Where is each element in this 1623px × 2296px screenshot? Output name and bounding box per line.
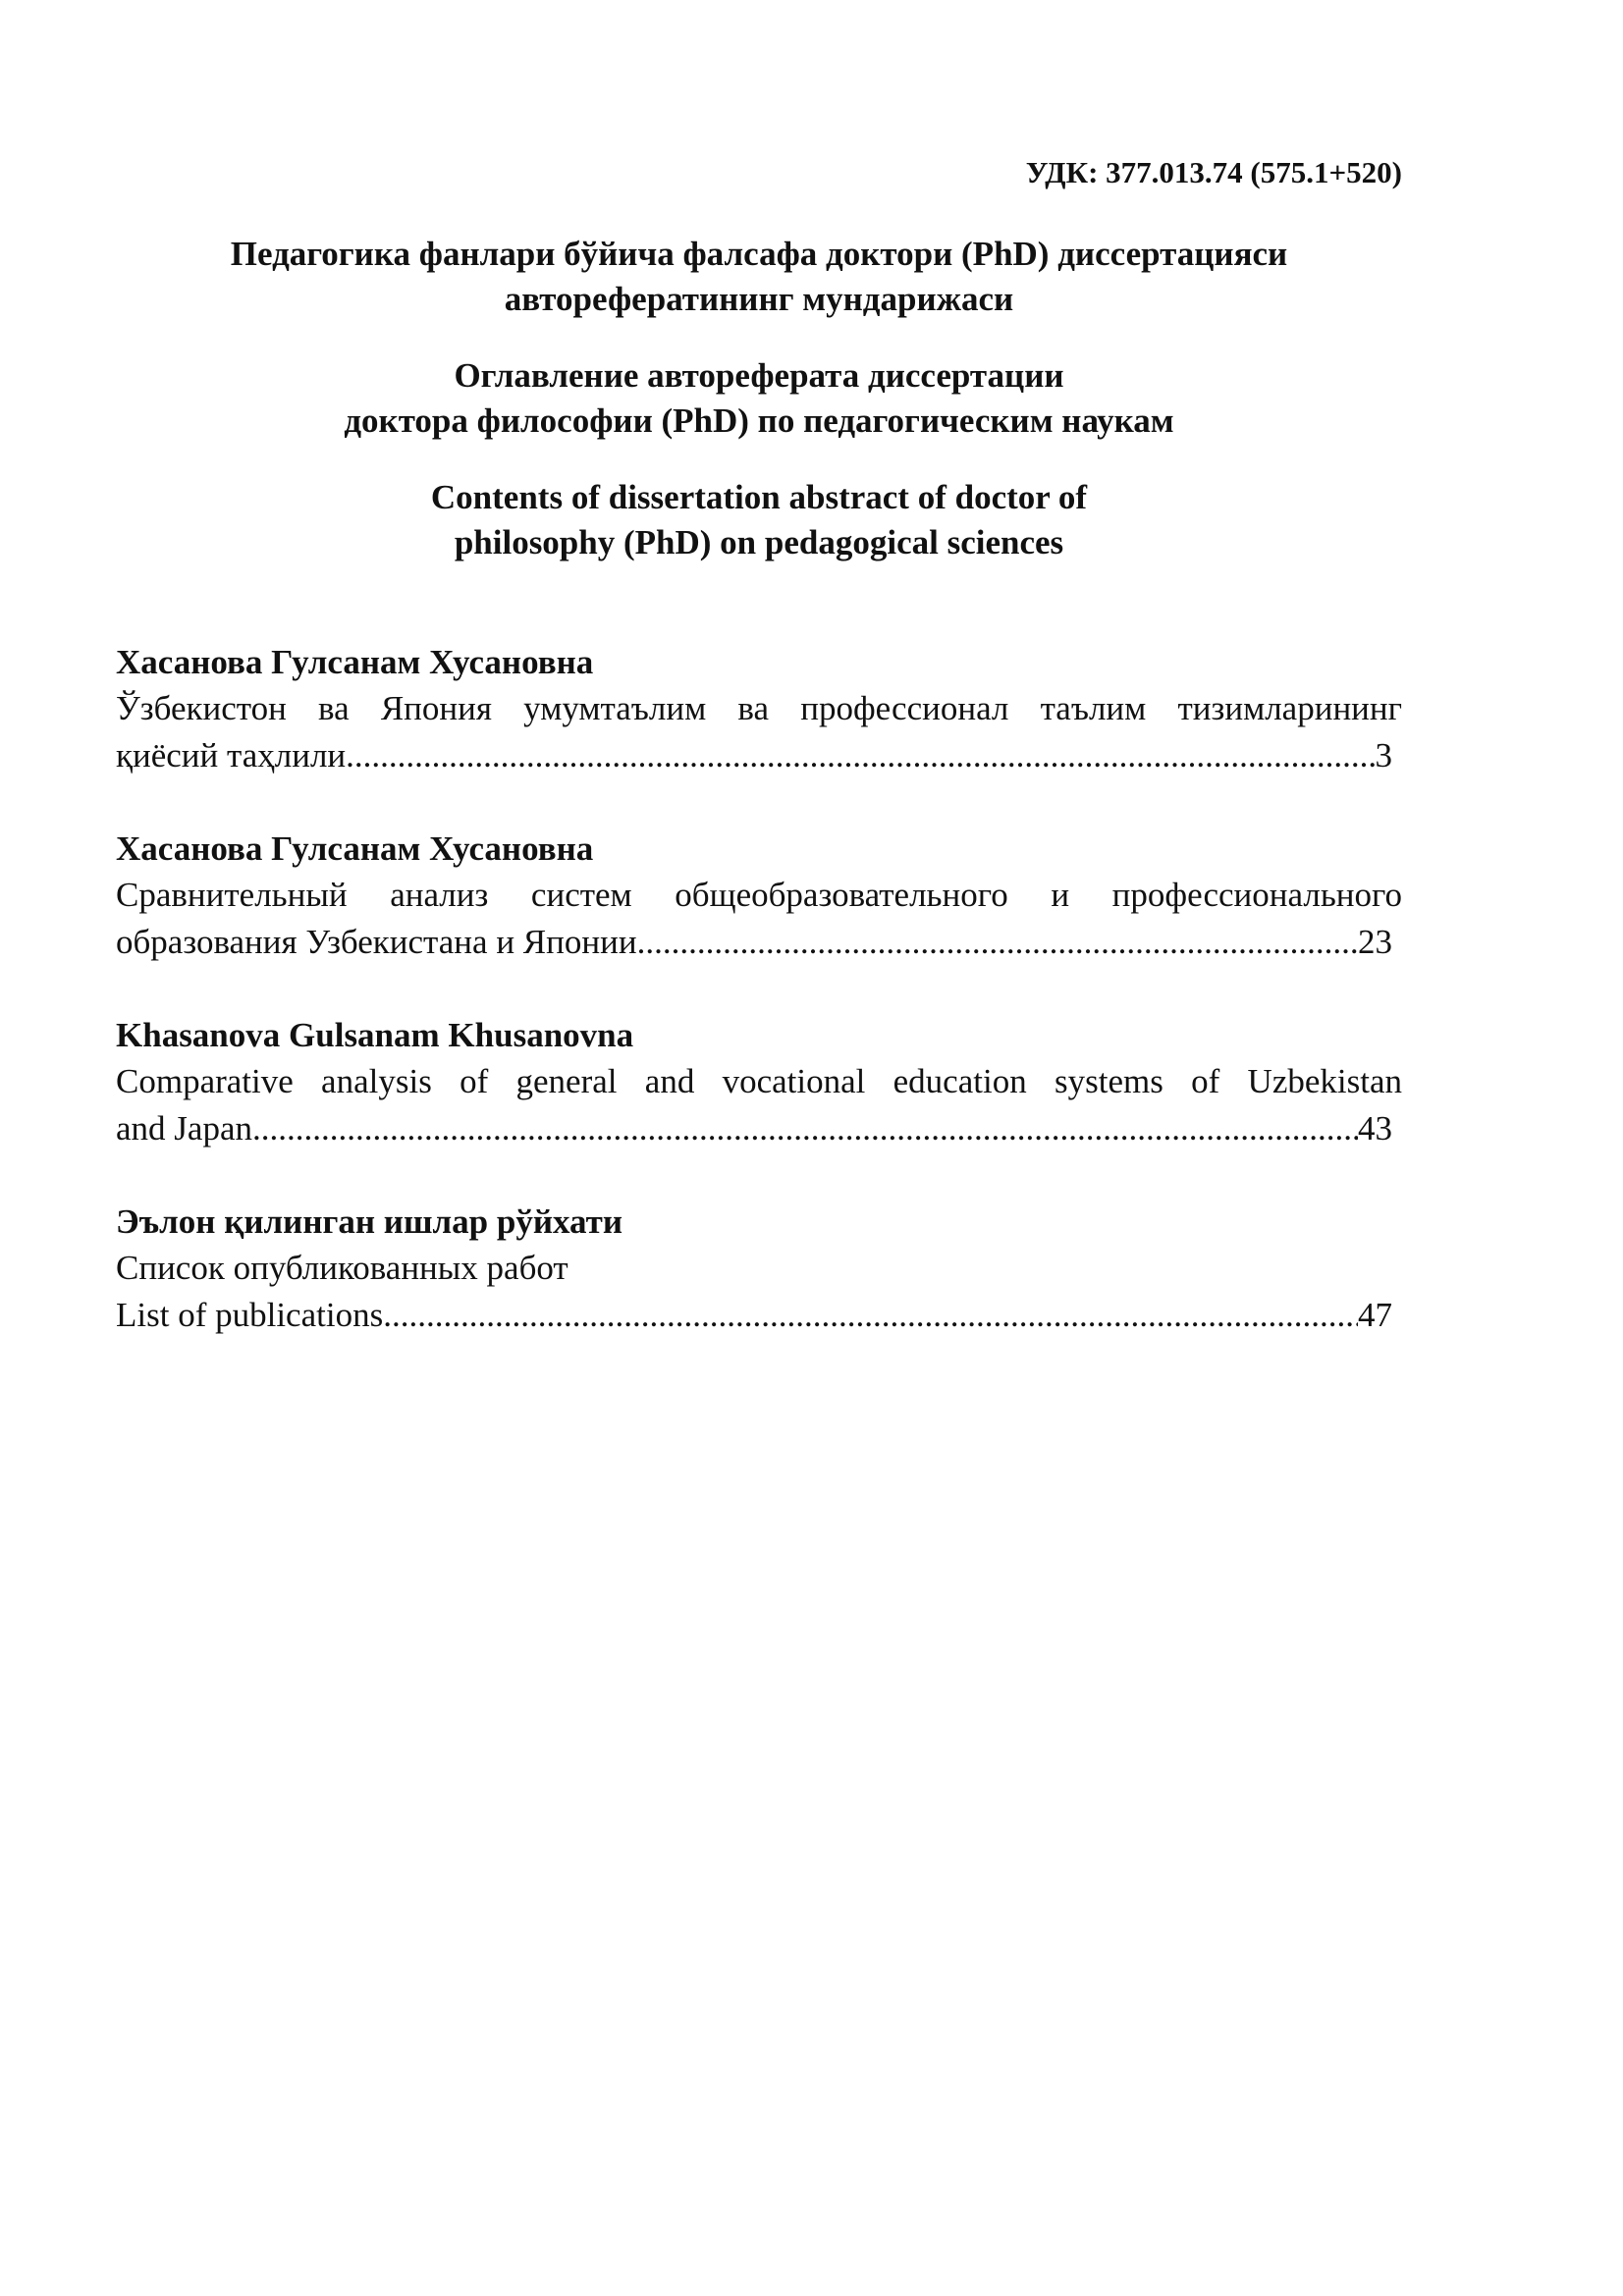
toc-title-line-2 bbox=[116, 1105, 1392, 1152]
toc-title-line-2 bbox=[116, 732, 1392, 779]
toc-author: Хасанова Гулсанам Хусановна bbox=[116, 829, 594, 868]
toc-title-text: List of publications bbox=[116, 1296, 384, 1334]
toc-page-number: 47 bbox=[1358, 1296, 1392, 1334]
dot-leader bbox=[252, 1105, 1358, 1152]
toc-title-text: қиёсий таҳлили bbox=[116, 736, 347, 774]
toc-title-line-2 bbox=[116, 1292, 1392, 1339]
toc-entry-publications[interactable] bbox=[116, 1200, 1402, 1339]
toc-title-line-1: Ўзбекистон ва Япония умумтаълим ва профессионал таълим тизимларининг bbox=[116, 689, 1402, 727]
dot-leader bbox=[637, 919, 1358, 966]
toc-title-text: образования Узбекистана и Японии bbox=[116, 923, 637, 961]
toc-title-line-1: Comparative analysis of general and vocational education systems of Uzbekistan bbox=[116, 1062, 1402, 1100]
udk-code: УДК: 377.013.74 (575.1+520) bbox=[1025, 155, 1402, 189]
toc-section-title: Эълон қилинган ишлар рўйхати bbox=[116, 1202, 622, 1241]
heading-russian-line-1: Оглавление автореферата диссертации bbox=[454, 356, 1064, 395]
toc-title-line-1: Список опубликованных работ bbox=[116, 1249, 568, 1287]
toc-title-line-2 bbox=[116, 919, 1392, 966]
toc-entry-russian[interactable] bbox=[116, 827, 1402, 966]
heading-english-line-1: Contents of dissertation abstract of doctor of bbox=[430, 478, 1088, 516]
toc-title-line-1: Сравнительный анализ систем общеобразовательного и профессионального bbox=[116, 876, 1402, 914]
heading-russian-line-2: доктора философии (PhD) по педагогическим наукам bbox=[344, 401, 1174, 440]
heading-uzbek-line-1: Педагогика фанлари бўйича фалсафа доктори (PhD) диссертацияси bbox=[230, 235, 1288, 273]
toc-title-text: and Japan bbox=[116, 1109, 252, 1148]
toc-page-number: 3 bbox=[1375, 736, 1392, 774]
heading-english bbox=[116, 475, 1402, 565]
dot-leader bbox=[346, 732, 1375, 779]
heading-english-line-2: philosophy (PhD) on pedagogical sciences bbox=[454, 523, 1064, 561]
toc-page-number: 43 bbox=[1358, 1109, 1392, 1148]
toc-page-number: 23 bbox=[1358, 923, 1392, 961]
dot-leader bbox=[383, 1292, 1358, 1339]
heading-russian bbox=[116, 353, 1402, 444]
toc-entry-english[interactable] bbox=[116, 1013, 1402, 1152]
table-of-contents bbox=[116, 640, 1402, 1386]
toc-entry-uzbek[interactable] bbox=[116, 640, 1402, 779]
heading-uzbek bbox=[116, 232, 1402, 322]
heading-uzbek-line-2: авторефератининг мундарижаси bbox=[504, 280, 1014, 318]
toc-author: Хасанова Гулсанам Хусановна bbox=[116, 643, 594, 681]
toc-author: Khasanova Gulsanam Khusanovna bbox=[116, 1016, 634, 1054]
title-block bbox=[116, 232, 1402, 597]
